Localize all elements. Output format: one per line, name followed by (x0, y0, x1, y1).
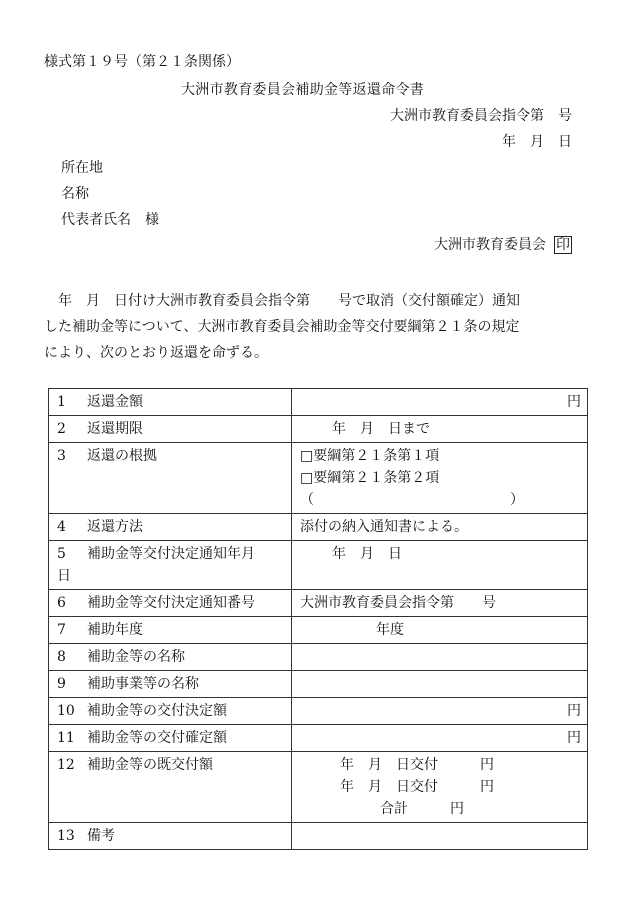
document-date: 年 月 日 (502, 134, 572, 150)
body-line-1: 年 月 日付け大洲市教育委員会指令第 号で取消（交付額確定）通知 (44, 293, 520, 309)
row-label: 4 返還方法 (49, 514, 292, 541)
document-number: 大洲市教育委員会指令第 号 (390, 108, 572, 124)
table-row (49, 389, 588, 416)
seal-mark: 印 (556, 237, 570, 253)
body-line-2: した補助金等について、大洲市教育委員会補助金等交付要綱第２１条の規定 (44, 319, 520, 335)
row-label: 9 補助事業等の名称 (49, 671, 292, 698)
row-label: 8 補助金等の名称 (49, 644, 292, 671)
table-row (49, 617, 588, 644)
table-row (49, 823, 588, 850)
checkbox-option-1: □要綱第２１条第１項 (300, 448, 440, 464)
row-value: 円 (292, 698, 588, 725)
body-line-3: により、次のとおり返還を命ずる。 (44, 345, 268, 361)
issuer (434, 235, 572, 255)
table-row (49, 416, 588, 443)
payment-line-1: 年 月 日交付 円 (340, 757, 494, 773)
form-number: 様式第１９号（第２１条関係） (44, 54, 240, 70)
row-label: 6 補助金等交付決定通知番号 (49, 590, 292, 617)
repayment-details-table (48, 388, 588, 850)
row-value: 円 (292, 725, 588, 752)
row-value (292, 443, 588, 514)
table-row (49, 590, 588, 617)
row-label: 1 返還金額 (49, 389, 292, 416)
checkbox-option-2: □要綱第２１条第２項 (300, 470, 440, 486)
row-label: 11 補助金等の交付確定額 (49, 725, 292, 752)
row-value: 年 月 日 (292, 541, 588, 590)
row-label: 10 補助金等の交付決定額 (49, 698, 292, 725)
addressee-location-label: 所在地 (61, 160, 103, 176)
row-value: 添付の納入通知書による。 (292, 514, 588, 541)
table-row (49, 541, 588, 590)
payment-total: 合計 円 (380, 801, 464, 817)
document-title: 大洲市教育委員会補助金等返還命令書 (181, 82, 425, 98)
body-text (44, 288, 590, 366)
table-row (49, 725, 588, 752)
table-row (49, 514, 588, 541)
row-label: 3 返還の根拠 (49, 443, 292, 514)
row-value: 大洲市教育委員会指令第 号 (292, 590, 588, 617)
row-value (292, 671, 588, 698)
payment-line-2: 年 月 日交付 円 (340, 779, 494, 795)
row-value: 年度 (292, 617, 588, 644)
row-label: 2 返還期限 (49, 416, 292, 443)
row-label: 7 補助年度 (49, 617, 292, 644)
row-value (292, 644, 588, 671)
issuer-name: 大洲市教育委員会 (434, 237, 546, 253)
other-basis-bracket: （ ） (300, 492, 524, 508)
table-row (49, 752, 588, 823)
row-value (292, 823, 588, 850)
row-label: 5 補助金等交付決定通知年月 日 (49, 541, 292, 590)
addressee-name-label: 名称 (61, 186, 89, 202)
table-row (49, 644, 588, 671)
addressee-representative-label: 代表者氏名 様 (61, 212, 159, 228)
row-label: 12 補助金等の既交付額 (49, 752, 292, 823)
table-row (49, 443, 588, 514)
row-label: 13 備考 (49, 823, 292, 850)
table-row (49, 698, 588, 725)
row-value: 円 (292, 389, 588, 416)
row-value: 年 月 日まで (292, 416, 588, 443)
table-row (49, 671, 588, 698)
row-value (292, 752, 588, 823)
